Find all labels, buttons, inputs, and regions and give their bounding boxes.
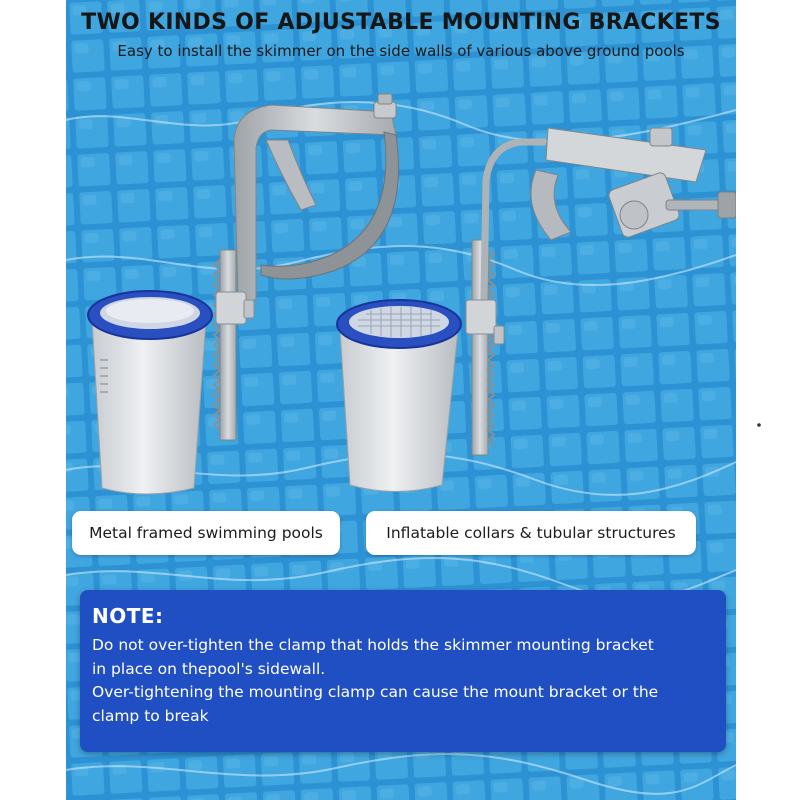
caption-metal-framed-pools: Metal framed swimming pools (72, 511, 340, 555)
note-line: Over-tightening the mounting clamp can cause the mount bracket or the (92, 683, 659, 701)
note-title: NOTE: (92, 604, 164, 628)
carousel-next-arrow-icon[interactable] (745, 385, 785, 445)
left-bracket-rail (220, 250, 236, 440)
note-box (80, 590, 726, 752)
poster-title: TWO KINDS OF ADJUSTABLE MOUNTING BRACKETS (81, 10, 721, 35)
product-poster (66, 0, 736, 800)
note-line: clamp to break (92, 706, 209, 725)
note-line: Do not over-tighten the clamp that holds the skimmer mounting bracket (92, 636, 654, 654)
note-line: in place on thepool's sidewall. (92, 659, 326, 678)
caption-inflatable-collars: Inflatable collars & tubular structures (366, 511, 696, 555)
poster-subtitle: Easy to install the skimmer on the side walls of various above ground pools (117, 42, 685, 60)
